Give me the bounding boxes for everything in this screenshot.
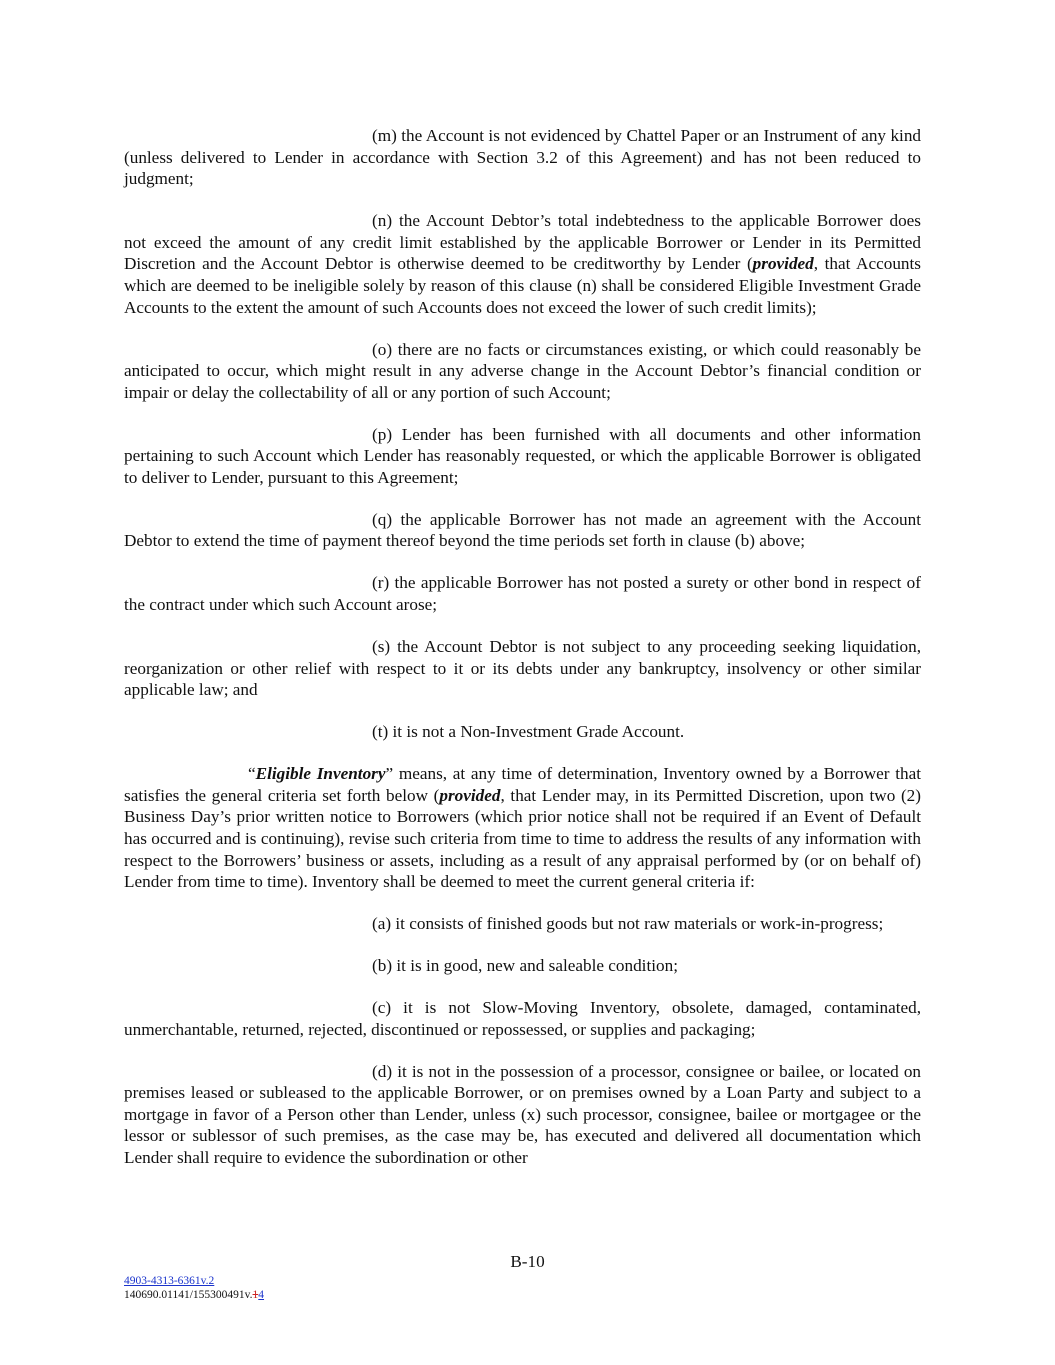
clause-label: (s) bbox=[372, 637, 391, 657]
clause-text: the Account Debtor’s total indebtedness to the applicable Borrower does not exceed the amount of any credit limit established by the applicable Borrower or Lender in its Permitted Discretion and the Account Debtor is otherwise deemed to be creditworthy by Lender ( bbox=[124, 211, 921, 274]
clause-text: the Account is not evidenced by Chattel Paper or an Instrument of any kind (unless delivered to Lender in accordance with Section 3.2 of this Agreement) and has not been reduced to judgment; bbox=[124, 126, 922, 189]
document-id-link[interactable]: 4903-4313-6361v.2 bbox=[124, 1275, 215, 1287]
clause-text: , that Accounts which are deemed to be ineligible solely by reason of this clause (n) shall be considered Eligible Investment Grade Accounts to the extent the amount of such Accounts does not exceed the lower of such credit limits); bbox=[124, 254, 921, 317]
open-quote: “ bbox=[248, 764, 256, 784]
clause-label: (b) bbox=[372, 956, 393, 976]
clause-label: (d) bbox=[372, 1061, 393, 1081]
clause-label: (m) bbox=[372, 126, 397, 145]
clause-text: it is in good, new and saleable condition; bbox=[396, 956, 678, 976]
clause-m bbox=[124, 125, 921, 190]
clause-text: it is not a Non-Investment Grade Account. bbox=[392, 722, 685, 742]
clause-text: it is not Slow-Moving Inventory, obsolete, damaged, contaminated, unmerchantable, returned, rejected, discontinued or repossessed, or supplies and packaging; bbox=[124, 998, 922, 1039]
clause-text: there are no facts or circumstances existing, or which could reasonably be anticipated to occur, which might result in any adverse change in the Account Debtor’s financial condition or impair or delay the collectability of all or any portion of such Account; bbox=[124, 339, 921, 402]
clause-label: (t) bbox=[372, 722, 389, 742]
clause-label: (c) bbox=[372, 998, 392, 1018]
inventory-clause-a bbox=[124, 913, 921, 935]
clause-text: the applicable Borrower has not made an agreement with the Account Debtor to extend the time of payment thereof beyond the time periods set forth in clause (b) above; bbox=[124, 509, 922, 551]
eligible-inventory-definition bbox=[124, 763, 921, 893]
clause-label: (r) bbox=[372, 573, 390, 593]
inventory-clause-d bbox=[124, 1061, 921, 1169]
deleted-revision-digit: 1 bbox=[252, 1289, 259, 1301]
clause-text: Lender has been furnished with all documents and other information pertaining to such Account which Lender has reasonably requested, or which the applicable Borrower is obligated to deliver to Lender, pursuant to this Agreement; bbox=[124, 424, 921, 487]
clause-label: (o) bbox=[372, 339, 393, 359]
clause-q bbox=[124, 509, 921, 552]
document-id-prefix: 140690.01141/155300491v. bbox=[124, 1289, 253, 1301]
clause-text: the Account Debtor is not subject to any proceeding seeking liquidation, reorganization or other relief with respect to it or its debts under any bankruptcy, insolvency or other similar applicable law; and bbox=[124, 637, 921, 700]
definition-text: means, at any time of determination, Inventory owned by a Borrower that satisfies the general criteria set forth below ( bbox=[124, 764, 921, 805]
close-quote: ” bbox=[385, 764, 394, 784]
inventory-clause-b bbox=[124, 955, 921, 977]
clause-label: (n) bbox=[372, 211, 393, 231]
defined-term: Eligible Inventory bbox=[255, 764, 386, 784]
clause-label: (q) bbox=[372, 509, 393, 529]
clause-r bbox=[124, 572, 921, 615]
clause-p bbox=[124, 424, 921, 489]
clause-o bbox=[124, 339, 921, 404]
clause-n bbox=[124, 210, 921, 318]
document-footer bbox=[124, 1274, 264, 1302]
clause-text: it consists of finished goods but not raw materials or work-in-progress; bbox=[395, 914, 884, 934]
clause-text: the applicable Borrower has not posted a surety or other bond in respect of the contract under which such Account arose; bbox=[124, 573, 921, 615]
clause-label: (p) bbox=[372, 424, 393, 444]
clause-s bbox=[124, 636, 921, 701]
clause-t bbox=[124, 721, 921, 743]
document-body bbox=[124, 125, 921, 1169]
provided-emphasis: provided bbox=[439, 785, 501, 805]
clause-text: it is not in the possession of a processor, consignee or bailee, or located on premises leased or subleased to the applicable Borrower, or on premises owned by a Loan Party and subject to a mortgage in favor of a Person other than Lender, unless (x) such processor, consignee, bailee or mortgagee or the lessor or sublessor of such premises, as the case may be, has executed and delivered all documentation which Lender shall require to evidence the subordination or other bbox=[124, 1061, 922, 1168]
inserted-revision-digit: 4 bbox=[258, 1289, 265, 1301]
inventory-clause-c bbox=[124, 997, 921, 1040]
provided-emphasis: provided bbox=[752, 254, 814, 274]
definition-text: , that Lender may, in its Permitted Discretion, upon two (2) Business Day’s prior written notice to Borrowers (which prior notice shall not be required if an Event of Default has occurred and is continuing), revise such criteria from time to time to address the results of any information with respect to the Borrowers’ business or assets, including as a result of any appraisal performed by (or on behalf of) Lender from time to time). Inventory shall be deemed to meet the current general criteria if: bbox=[124, 785, 921, 892]
document-id bbox=[124, 1288, 264, 1302]
page-number: B-10 bbox=[510, 1252, 545, 1271]
clause-label: (a) bbox=[372, 914, 392, 934]
